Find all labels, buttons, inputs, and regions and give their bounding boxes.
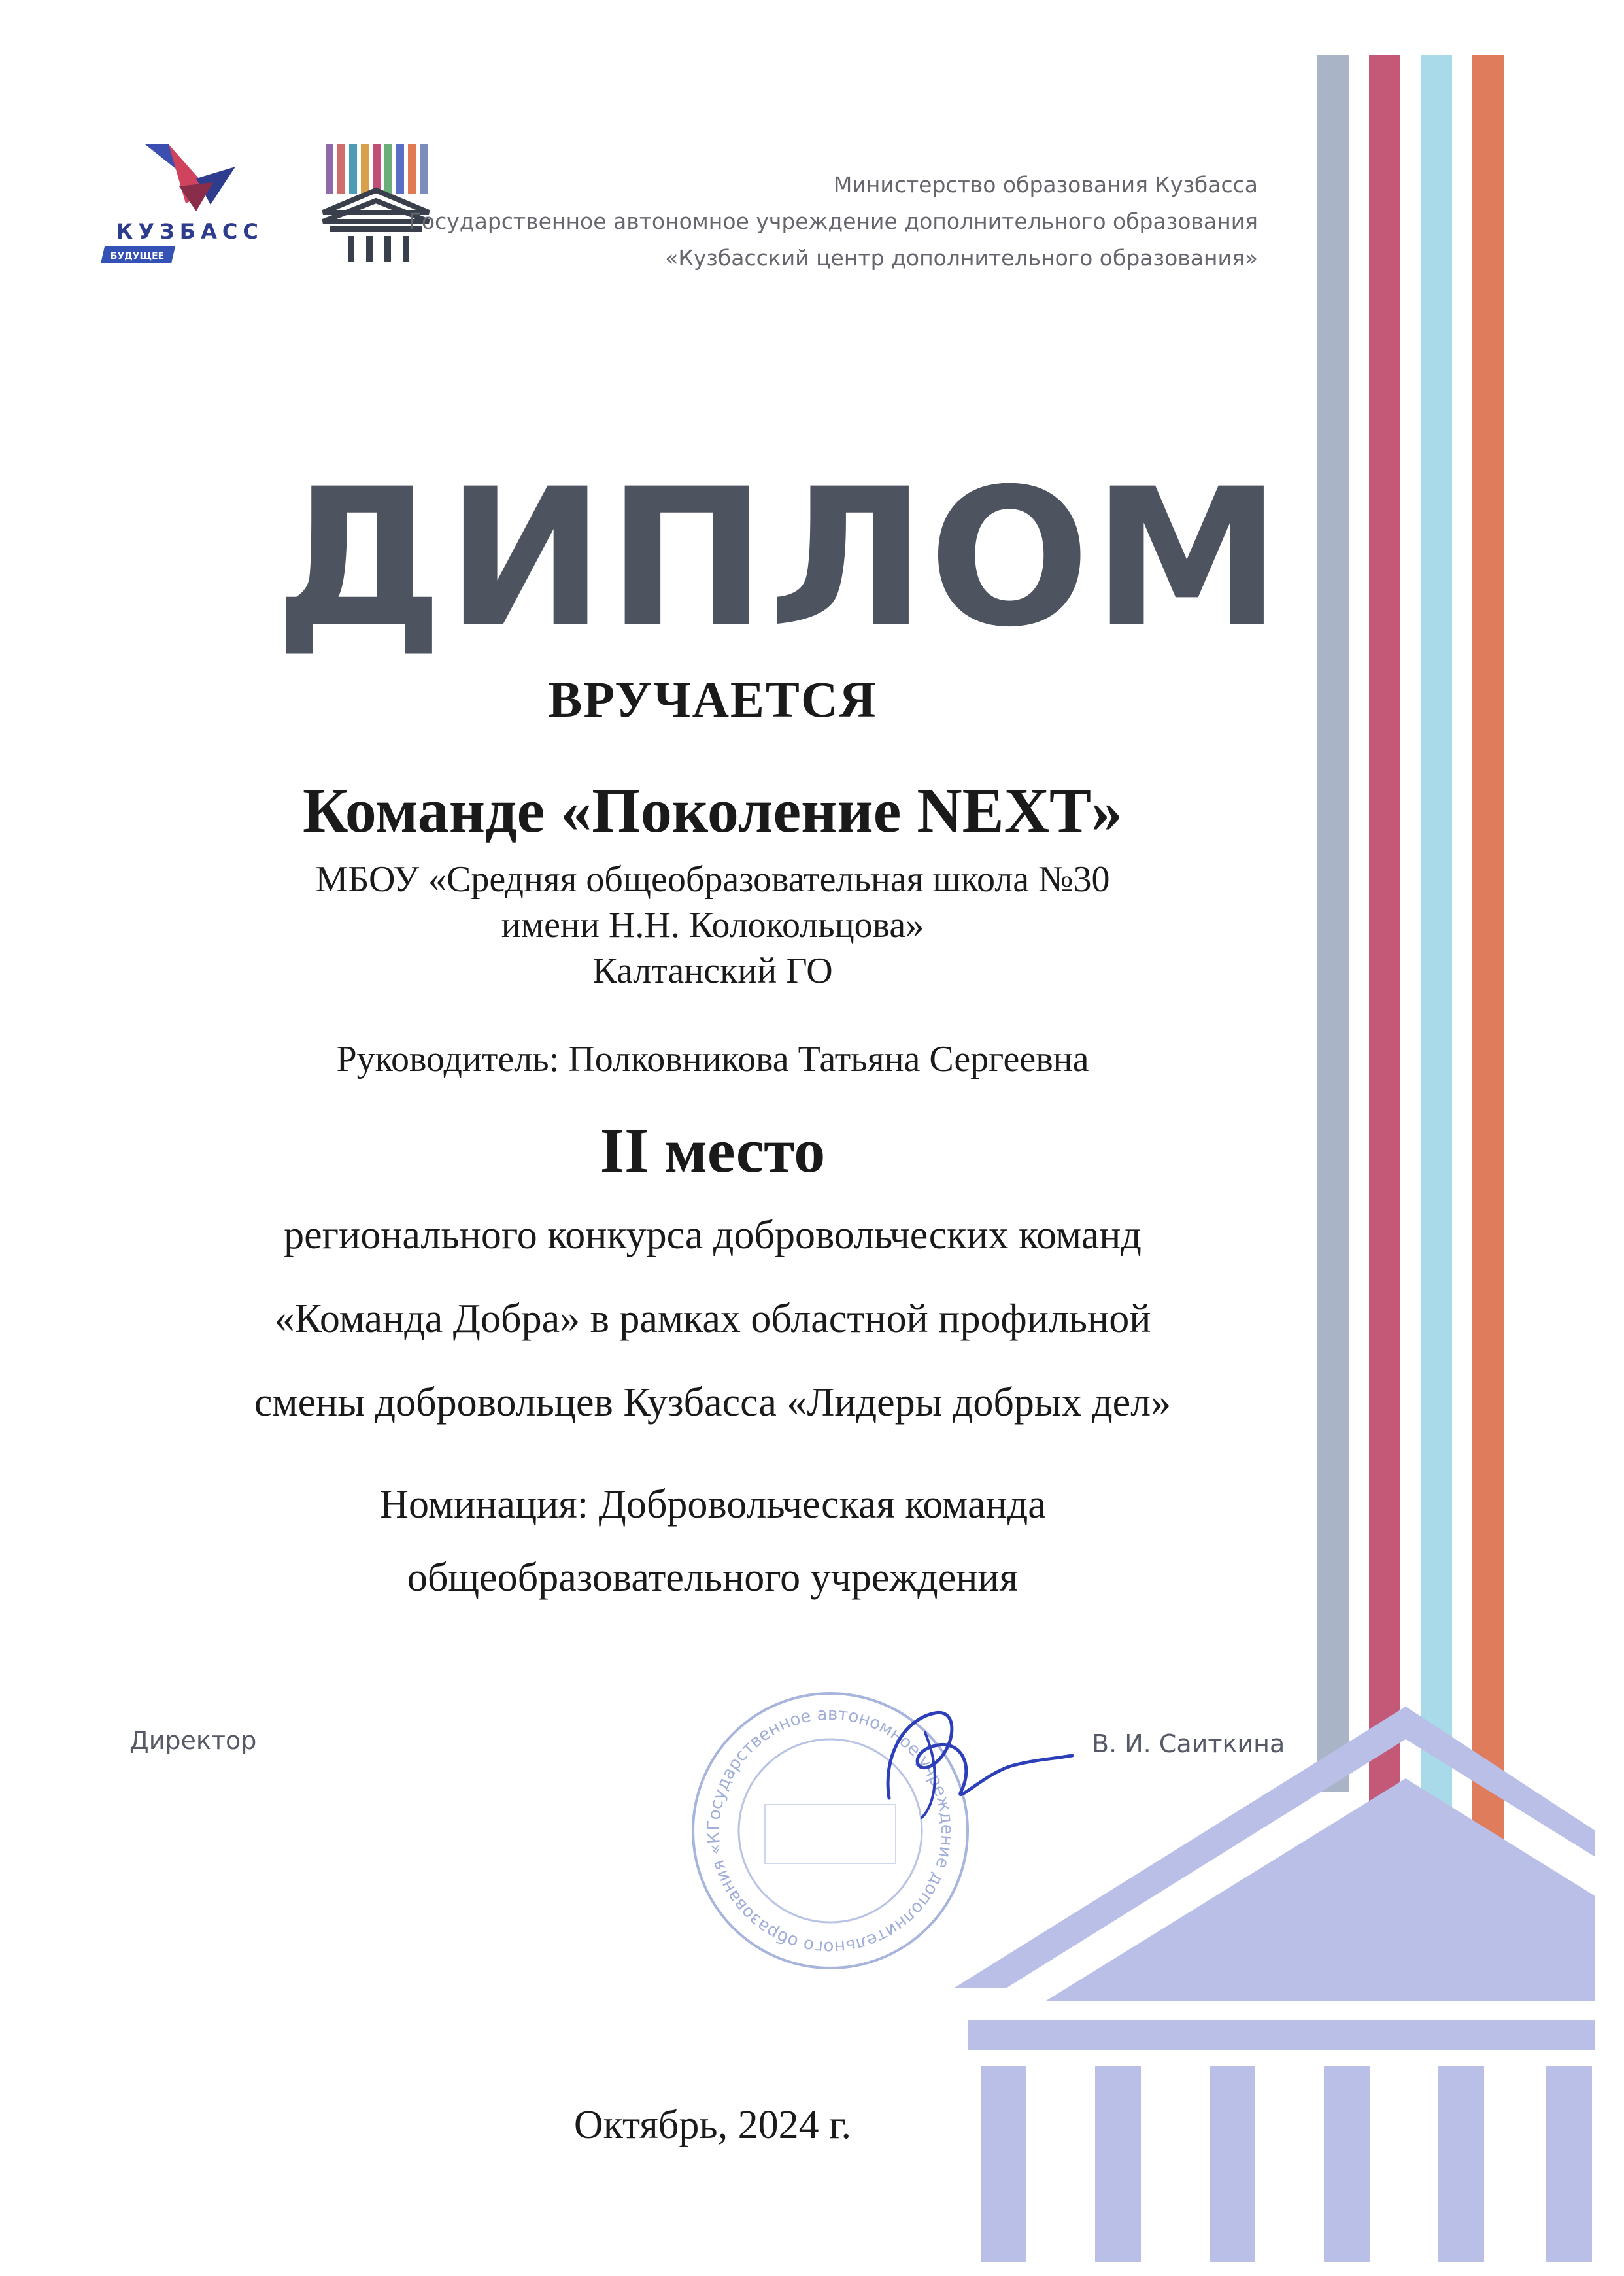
award-place: II место bbox=[600, 1115, 826, 1185]
building-column bbox=[1095, 2066, 1141, 2262]
school-name-line: имени Н.Н. Колокольцова» bbox=[501, 905, 924, 945]
kuzbass-logo-text: КУЗБАСС bbox=[116, 219, 263, 244]
building-column bbox=[1324, 2066, 1370, 2262]
director-signature bbox=[863, 1693, 1079, 1824]
org-line-institution-name: «Кузбасский центр дополнительного образования» bbox=[665, 245, 1258, 271]
issue-date: Октябрь, 2024 г. bbox=[573, 2103, 852, 2147]
recipient-team: Команде «Поколение NEXT» bbox=[302, 775, 1123, 845]
team-leader: Руководитель: Полковникова Татьяна Сергеевна bbox=[336, 1039, 1089, 1079]
contest-line: регионального конкурса добровольческих команд bbox=[284, 1213, 1142, 1257]
stripe-pink bbox=[1369, 55, 1400, 1820]
org-line-institution-type: Государственное автономное учреждение дополнительного образования bbox=[408, 209, 1258, 234]
nomination-line: Номинация: Добровольческая команда bbox=[379, 1482, 1046, 1527]
presented-label: ВРУЧАЕТСЯ bbox=[548, 671, 877, 728]
contest-line: смены добровольцев Кузбасса «Лидеры добрых дел» bbox=[254, 1380, 1172, 1425]
director-label: Директор bbox=[129, 1726, 257, 1755]
school-name-line: МБОУ «Средняя общеобразовательная школа №30 bbox=[315, 859, 1110, 900]
nomination-line: общеобразовательного учреждения bbox=[407, 1555, 1019, 1600]
building-column bbox=[1438, 2066, 1484, 2262]
contest-description bbox=[98, 1193, 1327, 1444]
contest-line: «Команда Добра» в рамках областной профильной bbox=[274, 1297, 1151, 1341]
stripe-orange bbox=[1472, 55, 1504, 1879]
stamp-text: Государственное автономное учреждение дополнительного образования «К bbox=[703, 1704, 957, 1958]
org-line-ministry: Министерство образования Кузбасса bbox=[833, 172, 1258, 197]
stripe-gray bbox=[1317, 55, 1349, 1792]
nomination bbox=[144, 1468, 1281, 1614]
building-entablature bbox=[968, 2020, 1595, 2050]
district-line: Калтанский ГО bbox=[592, 951, 833, 991]
diploma-title: ДИПЛОМ bbox=[275, 449, 1284, 669]
director-name: В. И. Саиткина bbox=[1092, 1729, 1285, 1758]
building-column bbox=[1546, 2066, 1592, 2262]
school-block bbox=[144, 857, 1281, 994]
building-column bbox=[981, 2066, 1026, 2262]
stripe-cyan bbox=[1421, 55, 1452, 1853]
kuzbass-logo-subtext: БУДУЩЕЕ bbox=[110, 251, 165, 262]
kuzbass-logo bbox=[98, 141, 281, 265]
building-column bbox=[1210, 2066, 1255, 2262]
